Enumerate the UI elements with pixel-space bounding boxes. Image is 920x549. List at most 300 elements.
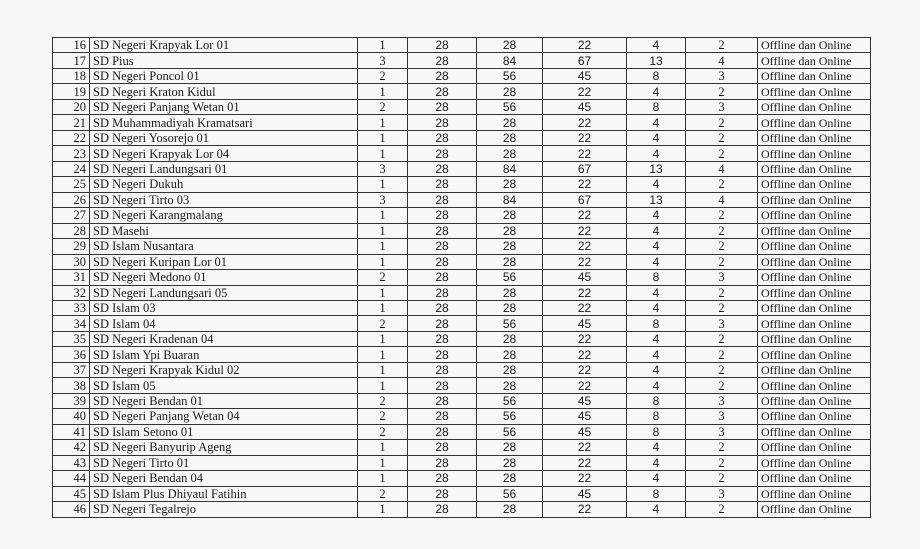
learning-mode: Offline dan Online	[758, 393, 871, 408]
table-row	[53, 270, 871, 285]
value-col-6: 4	[686, 161, 758, 176]
learning-mode: Offline dan Online	[758, 115, 871, 130]
table-row	[53, 440, 871, 455]
value-col-6: 2	[686, 502, 758, 517]
value-col-5: 4	[627, 378, 686, 393]
value-col-5: 8	[627, 270, 686, 285]
value-col-3: 28	[477, 300, 543, 315]
value-col-4: 22	[543, 130, 627, 145]
value-col-5: 4	[627, 223, 686, 238]
school-name: SD Islam 05	[90, 378, 358, 393]
value-col-1: 1	[358, 146, 408, 161]
value-col-6: 2	[686, 223, 758, 238]
learning-mode: Offline dan Online	[758, 254, 871, 269]
value-col-4: 22	[543, 455, 627, 470]
value-col-1: 1	[358, 208, 408, 223]
value-col-5: 4	[627, 331, 686, 346]
value-col-6: 2	[686, 146, 758, 161]
table-row	[53, 115, 871, 130]
learning-mode: Offline dan Online	[758, 146, 871, 161]
value-col-3: 28	[477, 239, 543, 254]
learning-mode: Offline dan Online	[758, 316, 871, 331]
value-col-2: 28	[408, 177, 477, 192]
value-col-5: 8	[627, 409, 686, 424]
learning-mode: Offline dan Online	[758, 208, 871, 223]
learning-mode: Offline dan Online	[758, 409, 871, 424]
row-number: 16	[53, 38, 90, 53]
value-col-3: 28	[477, 331, 543, 346]
value-col-4: 22	[543, 471, 627, 486]
value-col-1: 1	[358, 285, 408, 300]
value-col-6: 3	[686, 270, 758, 285]
learning-mode: Offline dan Online	[758, 440, 871, 455]
value-col-2: 28	[408, 409, 477, 424]
value-col-1: 1	[358, 130, 408, 145]
school-name: SD Islam Ypi Buaran	[90, 347, 358, 362]
school-name: SD Negeri Poncol 01	[90, 68, 358, 83]
value-col-3: 84	[477, 53, 543, 68]
value-col-5: 4	[627, 239, 686, 254]
value-col-4: 22	[543, 440, 627, 455]
learning-mode: Offline dan Online	[758, 362, 871, 377]
value-col-2: 28	[408, 254, 477, 269]
school-name: SD Muhammadiyah Kramatsari	[90, 115, 358, 130]
value-col-3: 28	[477, 254, 543, 269]
value-col-3: 28	[477, 38, 543, 53]
school-name: SD Negeri Bendan 01	[90, 393, 358, 408]
school-name: SD Negeri Dukuh	[90, 177, 358, 192]
value-col-2: 28	[408, 161, 477, 176]
table-row	[53, 161, 871, 176]
value-col-6: 2	[686, 177, 758, 192]
table-row	[53, 362, 871, 377]
table-row	[53, 239, 871, 254]
value-col-6: 2	[686, 115, 758, 130]
value-col-3: 28	[477, 347, 543, 362]
value-col-5: 4	[627, 455, 686, 470]
row-number: 38	[53, 378, 90, 393]
row-number: 42	[53, 440, 90, 455]
value-col-1: 1	[358, 362, 408, 377]
value-col-3: 84	[477, 192, 543, 207]
value-col-1: 1	[358, 84, 408, 99]
learning-mode: Offline dan Online	[758, 68, 871, 83]
value-col-6: 2	[686, 130, 758, 145]
value-col-6: 3	[686, 424, 758, 439]
value-col-6: 2	[686, 300, 758, 315]
row-number: 22	[53, 130, 90, 145]
row-number: 30	[53, 254, 90, 269]
learning-mode: Offline dan Online	[758, 192, 871, 207]
row-number: 41	[53, 424, 90, 439]
school-name: SD Islam 03	[90, 300, 358, 315]
value-col-5: 4	[627, 347, 686, 362]
value-col-2: 28	[408, 347, 477, 362]
value-col-2: 28	[408, 331, 477, 346]
value-col-4: 45	[543, 68, 627, 83]
value-col-1: 1	[358, 502, 408, 517]
table-row	[53, 300, 871, 315]
value-col-5: 8	[627, 486, 686, 501]
value-col-4: 22	[543, 254, 627, 269]
row-number: 37	[53, 362, 90, 377]
school-name: SD Negeri Landungsari 05	[90, 285, 358, 300]
row-number: 35	[53, 331, 90, 346]
school-name: SD Negeri Tirto 03	[90, 192, 358, 207]
value-col-1: 2	[358, 409, 408, 424]
school-name: SD Islam 04	[90, 316, 358, 331]
value-col-2: 28	[408, 223, 477, 238]
value-col-4: 22	[543, 347, 627, 362]
learning-mode: Offline dan Online	[758, 161, 871, 176]
value-col-4: 67	[543, 53, 627, 68]
value-col-1: 1	[358, 455, 408, 470]
value-col-4: 67	[543, 192, 627, 207]
value-col-2: 28	[408, 486, 477, 501]
value-col-2: 28	[408, 53, 477, 68]
value-col-6: 3	[686, 316, 758, 331]
school-name: SD Islam Setono 01	[90, 424, 358, 439]
value-col-1: 1	[358, 378, 408, 393]
school-name: SD Negeri Yosorejo 01	[90, 130, 358, 145]
value-col-2: 28	[408, 130, 477, 145]
value-col-5: 8	[627, 68, 686, 83]
value-col-1: 1	[358, 471, 408, 486]
value-col-5: 4	[627, 130, 686, 145]
value-col-3: 28	[477, 223, 543, 238]
value-col-4: 45	[543, 270, 627, 285]
value-col-5: 4	[627, 84, 686, 99]
school-table	[52, 37, 871, 518]
school-name: SD Negeri Krapyak Lor 01	[90, 38, 358, 53]
school-name: SD Negeri Krapyak Kidul 02	[90, 362, 358, 377]
value-col-6: 2	[686, 331, 758, 346]
table-row	[53, 347, 871, 362]
value-col-1: 1	[358, 239, 408, 254]
value-col-6: 3	[686, 393, 758, 408]
row-number: 28	[53, 223, 90, 238]
value-col-4: 22	[543, 177, 627, 192]
value-col-2: 28	[408, 316, 477, 331]
value-col-5: 4	[627, 146, 686, 161]
table-row	[53, 471, 871, 486]
table-row	[53, 208, 871, 223]
value-col-5: 4	[627, 177, 686, 192]
value-col-3: 28	[477, 455, 543, 470]
table-row	[53, 316, 871, 331]
value-col-3: 28	[477, 378, 543, 393]
school-name: SD Negeri Tegalrejo	[90, 502, 358, 517]
value-col-3: 28	[477, 440, 543, 455]
value-col-2: 28	[408, 84, 477, 99]
school-name: SD Negeri Kraton Kidul	[90, 84, 358, 99]
row-number: 44	[53, 471, 90, 486]
value-col-2: 28	[408, 208, 477, 223]
value-col-4: 22	[543, 84, 627, 99]
value-col-3: 28	[477, 208, 543, 223]
value-col-4: 22	[543, 300, 627, 315]
value-col-4: 45	[543, 393, 627, 408]
value-col-2: 28	[408, 239, 477, 254]
value-col-4: 22	[543, 378, 627, 393]
value-col-4: 22	[543, 38, 627, 53]
learning-mode: Offline dan Online	[758, 177, 871, 192]
value-col-1: 1	[358, 331, 408, 346]
row-number: 23	[53, 146, 90, 161]
learning-mode: Offline dan Online	[758, 239, 871, 254]
value-col-1: 2	[358, 270, 408, 285]
value-col-5: 4	[627, 300, 686, 315]
table-row	[53, 254, 871, 269]
value-col-2: 28	[408, 502, 477, 517]
value-col-6: 2	[686, 362, 758, 377]
table-body	[53, 38, 871, 518]
value-col-1: 1	[358, 254, 408, 269]
value-col-5: 4	[627, 502, 686, 517]
school-name: SD Islam Nusantara	[90, 239, 358, 254]
value-col-5: 4	[627, 115, 686, 130]
value-col-6: 2	[686, 84, 758, 99]
table-row	[53, 285, 871, 300]
school-name: SD Negeri Medono 01	[90, 270, 358, 285]
value-col-3: 56	[477, 409, 543, 424]
value-col-3: 28	[477, 285, 543, 300]
value-col-5: 4	[627, 362, 686, 377]
value-col-3: 28	[477, 84, 543, 99]
value-col-3: 28	[477, 115, 543, 130]
value-col-6: 2	[686, 378, 758, 393]
learning-mode: Offline dan Online	[758, 84, 871, 99]
value-col-3: 28	[477, 471, 543, 486]
row-number: 43	[53, 455, 90, 470]
value-col-4: 22	[543, 223, 627, 238]
value-col-4: 22	[543, 208, 627, 223]
value-col-3: 56	[477, 316, 543, 331]
value-col-6: 2	[686, 455, 758, 470]
table-row	[53, 99, 871, 114]
row-number: 31	[53, 270, 90, 285]
value-col-1: 3	[358, 53, 408, 68]
learning-mode: Offline dan Online	[758, 300, 871, 315]
row-number: 17	[53, 53, 90, 68]
row-number: 46	[53, 502, 90, 517]
value-col-4: 22	[543, 362, 627, 377]
value-col-6: 3	[686, 486, 758, 501]
value-col-1: 1	[358, 347, 408, 362]
value-col-2: 28	[408, 393, 477, 408]
value-col-2: 28	[408, 424, 477, 439]
value-col-4: 22	[543, 115, 627, 130]
value-col-3: 28	[477, 146, 543, 161]
school-name: SD Pius	[90, 53, 358, 68]
table-row	[53, 502, 871, 517]
table-row	[53, 177, 871, 192]
value-col-6: 2	[686, 38, 758, 53]
table-row	[53, 378, 871, 393]
value-col-1: 2	[358, 424, 408, 439]
value-col-5: 4	[627, 471, 686, 486]
value-col-1: 1	[358, 115, 408, 130]
value-col-2: 28	[408, 146, 477, 161]
value-col-5: 8	[627, 424, 686, 439]
value-col-4: 45	[543, 316, 627, 331]
learning-mode: Offline dan Online	[758, 502, 871, 517]
school-name: SD Negeri Banyurip Ageng	[90, 440, 358, 455]
value-col-3: 56	[477, 270, 543, 285]
value-col-4: 22	[543, 239, 627, 254]
row-number: 29	[53, 239, 90, 254]
table-row	[53, 38, 871, 53]
row-number: 26	[53, 192, 90, 207]
value-col-6: 2	[686, 208, 758, 223]
learning-mode: Offline dan Online	[758, 424, 871, 439]
value-col-1: 2	[358, 486, 408, 501]
value-col-4: 67	[543, 161, 627, 176]
learning-mode: Offline dan Online	[758, 270, 871, 285]
row-number: 40	[53, 409, 90, 424]
table-row	[53, 53, 871, 68]
school-name: SD Negeri Krapyak Lor 04	[90, 146, 358, 161]
value-col-1: 3	[358, 161, 408, 176]
learning-mode: Offline dan Online	[758, 223, 871, 238]
table-row	[53, 331, 871, 346]
row-number: 19	[53, 84, 90, 99]
learning-mode: Offline dan Online	[758, 347, 871, 362]
value-col-4: 45	[543, 99, 627, 114]
value-col-2: 28	[408, 270, 477, 285]
value-col-1: 3	[358, 192, 408, 207]
value-col-5: 13	[627, 53, 686, 68]
value-col-6: 3	[686, 99, 758, 114]
value-col-2: 28	[408, 285, 477, 300]
value-col-6: 2	[686, 471, 758, 486]
table-row	[53, 455, 871, 470]
value-col-3: 56	[477, 68, 543, 83]
value-col-3: 56	[477, 99, 543, 114]
row-number: 32	[53, 285, 90, 300]
value-col-1: 1	[358, 300, 408, 315]
value-col-5: 8	[627, 393, 686, 408]
table-row	[53, 68, 871, 83]
value-col-6: 2	[686, 285, 758, 300]
value-col-6: 2	[686, 440, 758, 455]
value-col-1: 2	[358, 393, 408, 408]
value-col-6: 3	[686, 68, 758, 83]
value-col-2: 28	[408, 471, 477, 486]
row-number: 33	[53, 300, 90, 315]
row-number: 39	[53, 393, 90, 408]
value-col-4: 45	[543, 409, 627, 424]
learning-mode: Offline dan Online	[758, 331, 871, 346]
school-name: SD Negeri Kuripan Lor 01	[90, 254, 358, 269]
value-col-1: 2	[358, 316, 408, 331]
learning-mode: Offline dan Online	[758, 285, 871, 300]
learning-mode: Offline dan Online	[758, 455, 871, 470]
school-name: SD Negeri Landungsari 01	[90, 161, 358, 176]
value-col-2: 28	[408, 192, 477, 207]
value-col-5: 4	[627, 440, 686, 455]
value-col-1: 1	[358, 440, 408, 455]
value-col-2: 28	[408, 115, 477, 130]
value-col-2: 28	[408, 300, 477, 315]
value-col-3: 28	[477, 502, 543, 517]
table-row	[53, 393, 871, 408]
value-col-3: 56	[477, 393, 543, 408]
value-col-3: 56	[477, 424, 543, 439]
value-col-5: 4	[627, 38, 686, 53]
value-col-1: 1	[358, 223, 408, 238]
value-col-6: 4	[686, 192, 758, 207]
value-col-1: 1	[358, 38, 408, 53]
value-col-4: 22	[543, 331, 627, 346]
value-col-4: 22	[543, 146, 627, 161]
school-name: SD Negeri Karangmalang	[90, 208, 358, 223]
value-col-1: 1	[358, 177, 408, 192]
row-number: 34	[53, 316, 90, 331]
row-number: 27	[53, 208, 90, 223]
row-number: 21	[53, 115, 90, 130]
learning-mode: Offline dan Online	[758, 378, 871, 393]
value-col-3: 56	[477, 486, 543, 501]
learning-mode: Offline dan Online	[758, 486, 871, 501]
value-col-6: 4	[686, 53, 758, 68]
school-name: SD Masehi	[90, 223, 358, 238]
value-col-2: 28	[408, 455, 477, 470]
row-number: 20	[53, 99, 90, 114]
value-col-6: 2	[686, 254, 758, 269]
value-col-3: 28	[477, 177, 543, 192]
learning-mode: Offline dan Online	[758, 53, 871, 68]
table-row	[53, 84, 871, 99]
learning-mode: Offline dan Online	[758, 99, 871, 114]
value-col-3: 28	[477, 362, 543, 377]
value-col-2: 28	[408, 99, 477, 114]
table-row	[53, 486, 871, 501]
table-row	[53, 192, 871, 207]
table-row	[53, 223, 871, 238]
row-number: 24	[53, 161, 90, 176]
value-col-4: 22	[543, 285, 627, 300]
table-row	[53, 130, 871, 145]
learning-mode: Offline dan Online	[758, 130, 871, 145]
value-col-2: 28	[408, 440, 477, 455]
value-col-5: 4	[627, 285, 686, 300]
value-col-5: 8	[627, 316, 686, 331]
value-col-3: 84	[477, 161, 543, 176]
value-col-6: 3	[686, 409, 758, 424]
row-number: 25	[53, 177, 90, 192]
value-col-5: 4	[627, 208, 686, 223]
value-col-5: 13	[627, 192, 686, 207]
value-col-5: 4	[627, 254, 686, 269]
value-col-3: 28	[477, 130, 543, 145]
learning-mode: Offline dan Online	[758, 471, 871, 486]
table-row	[53, 424, 871, 439]
school-name: SD Negeri Panjang Wetan 04	[90, 409, 358, 424]
value-col-1: 2	[358, 68, 408, 83]
value-col-4: 22	[543, 502, 627, 517]
school-name: SD Negeri Kradenan 04	[90, 331, 358, 346]
value-col-2: 28	[408, 378, 477, 393]
value-col-2: 28	[408, 38, 477, 53]
table-row	[53, 146, 871, 161]
row-number: 45	[53, 486, 90, 501]
value-col-5: 13	[627, 161, 686, 176]
row-number: 18	[53, 68, 90, 83]
value-col-4: 45	[543, 486, 627, 501]
value-col-2: 28	[408, 362, 477, 377]
school-name: SD Islam Plus Dhiyaul Fatihin	[90, 486, 358, 501]
